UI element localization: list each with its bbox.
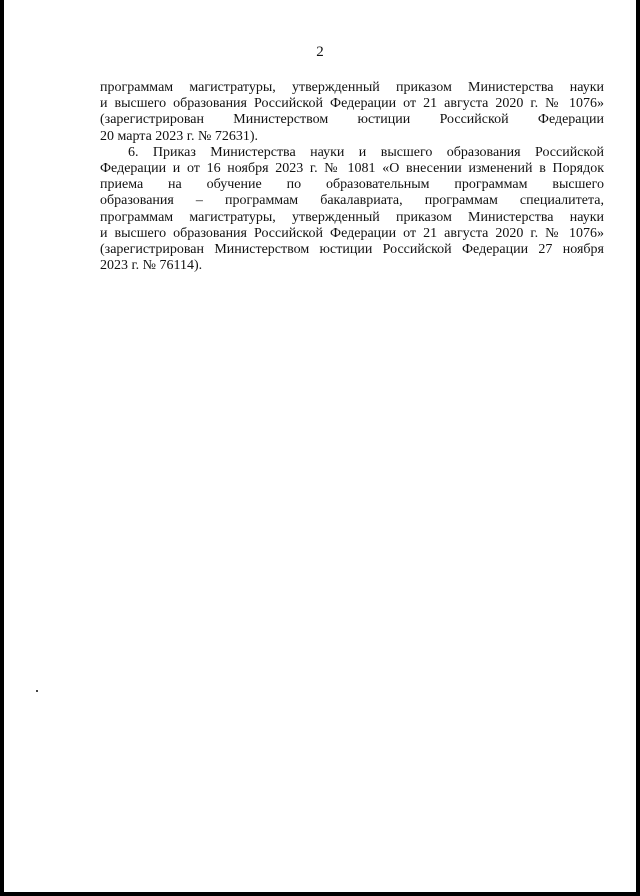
text-line: и высшего образования Российской Федерации от 21 августа 2020 г. № 1076» (100, 225, 604, 241)
text-line: приема на обучение по образовательным программам высшего (100, 177, 604, 193)
page-number: 2 (316, 44, 324, 60)
text-line: 2023 г. № 76114). (100, 258, 203, 274)
text-line: Федерации и от 16 ноября 2023 г. № 1081 «О внесении изменений в Порядок (100, 160, 604, 176)
document-page (4, 0, 636, 892)
text-line: 6. Приказ Министерства науки и высшего образования Российской (128, 144, 604, 160)
text-line: и высшего образования Российской Федерации от 21 августа 2020 г. № 1076» (100, 96, 604, 112)
text-line: образования – программам бакалавриата, программам специалитета, (100, 193, 604, 209)
text-line: программам магистратуры, утвержденный приказом Министерства науки (100, 80, 604, 95)
text-line: (зарегистрирован Министерством юстиции Российской Федерации 27 ноября (100, 241, 604, 257)
text-line: 20 марта 2023 г. № 72631). (100, 128, 258, 144)
document-body (100, 80, 604, 274)
paragraph-1 (100, 80, 604, 145)
scan-speck (36, 690, 38, 692)
text-line: программам магистратуры, утвержденный приказом Министерства науки (100, 209, 604, 225)
text-line: (зарегистрирован Министерством юстиции Российской Федерации (100, 112, 604, 128)
paragraph-2 (100, 145, 604, 275)
